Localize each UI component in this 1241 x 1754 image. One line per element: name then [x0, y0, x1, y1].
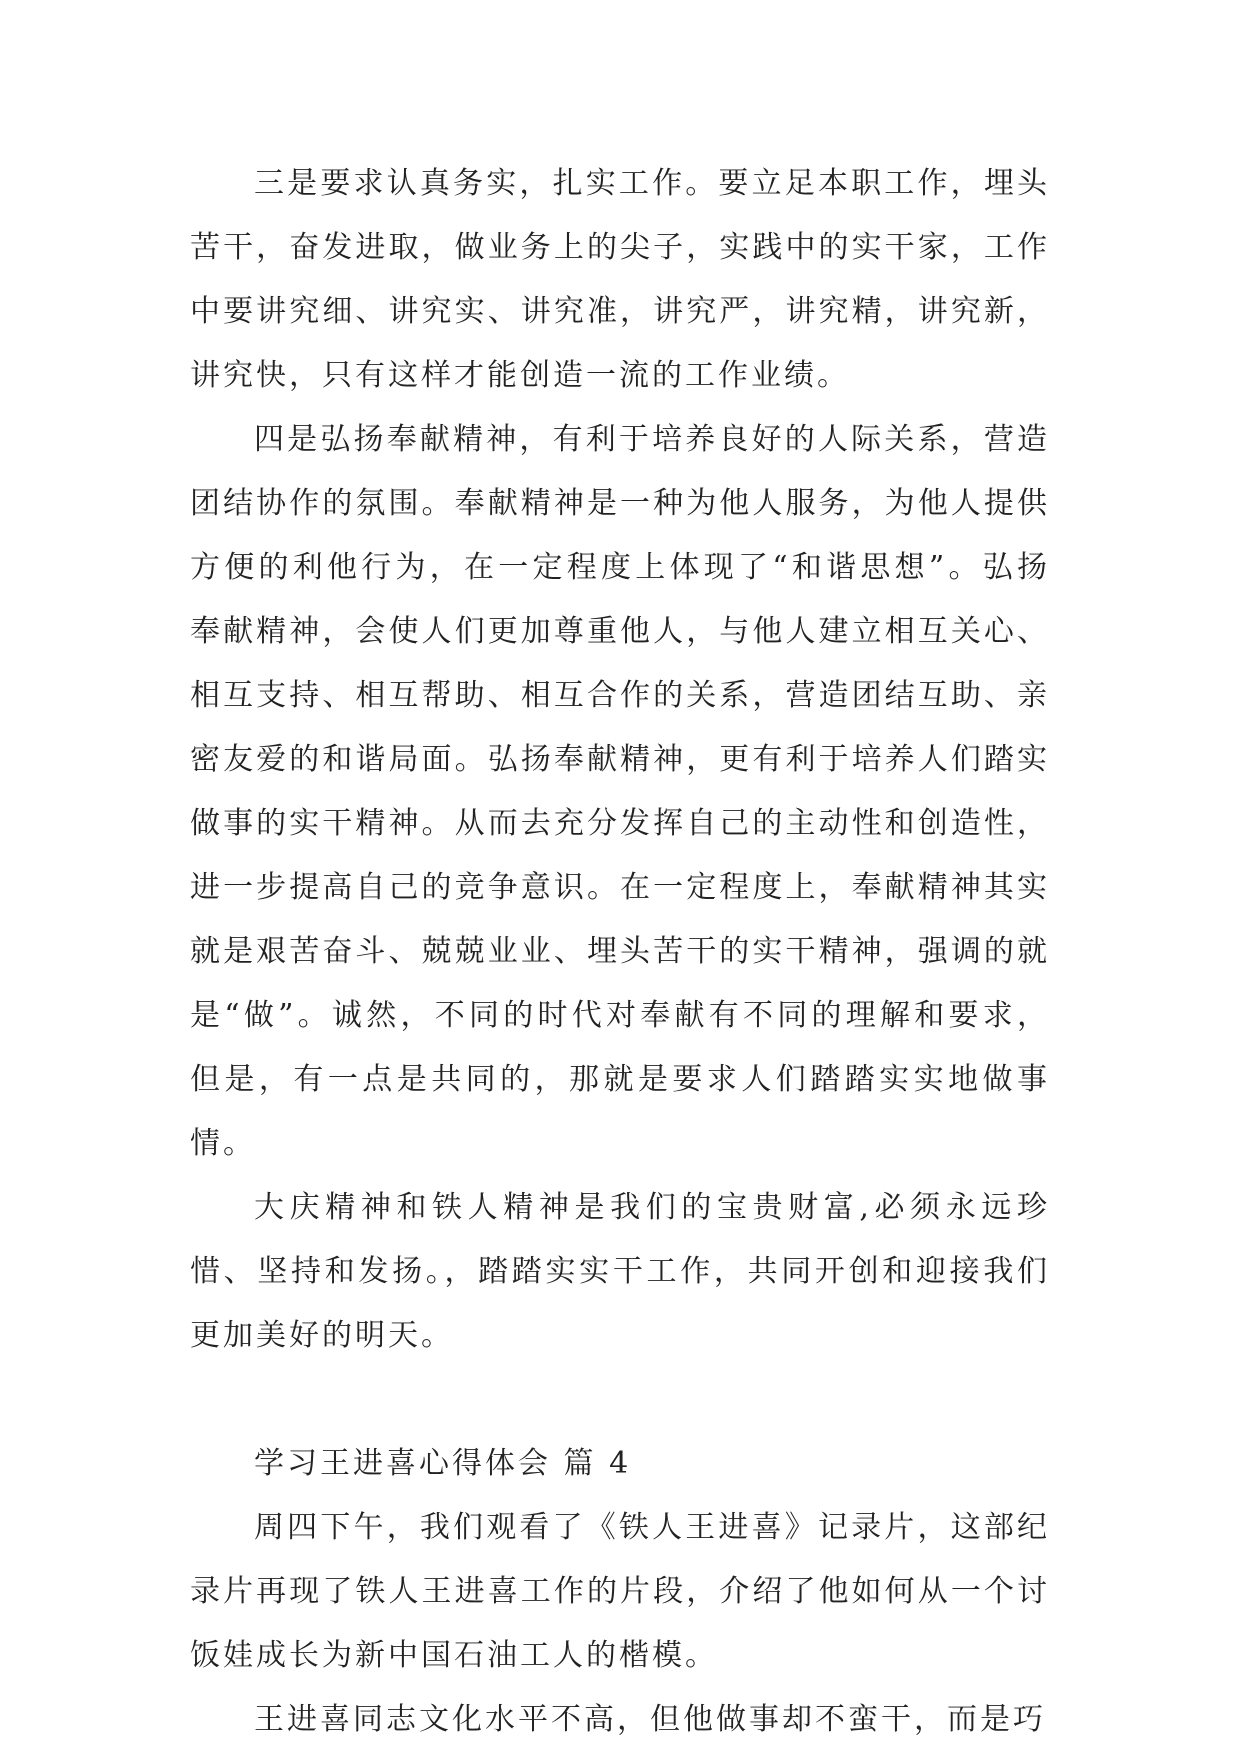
paragraph-work-diligence: 三是要求认真务实，扎实工作。要立足本职工作，埋头苦干，奋发进取，做业务上的尖子，实践中的实干家，工作中要讲究细、讲究实、讲究准，讲究严，讲究精，讲究新，讲究快，只有这样才能创造一流的工作业绩。 [190, 166, 1050, 393]
paragraph-documentary: 周四下午，我们观看了《铁人王进喜》记录片，这部纪录片再现了铁人王进喜工作的片段，介绍了他如何从一个讨饭娃成长为新中国石油工人的楷模。 [190, 1510, 1050, 1673]
paragraph-daqing-spirit: 大庆精神和铁人精神是我们的宝贵财富,必须永远珍惜、坚持和发扬。，踏踏实实干工作，共同开创和迎接我们更加美好的明天。 [190, 1190, 1050, 1353]
document-body [190, 152, 1050, 1752]
paragraph-wang-jinxi: 王进喜同志文化水平不高，但他做事却不蛮干，而是巧 [254, 1702, 1046, 1737]
section-spacer [190, 1368, 1050, 1432]
paragraph-dedication-spirit: 四是弘扬奉献精神，有利于培养良好的人际关系，营造团结协作的氛围。奉献精神是一种为他人服务，为他人提供方便的利他行为，在一定程度上体现了“和谐思想”。弘扬奉献精神，会使人们更加尊重他人，与他人建立相互关心、相互支持、相互帮助、相互合作的关系，营造团结互助、亲密友爱的和谐局面。弘扬奉献精神，更有利于培养人们踏实做事的实干精神。从而去充分发挥自己的主动性和创造性，进一步提高自己的竞争意识。在一定程度上，奉献精神其实就是艰苦奋斗、兢兢业业、埋头苦干的实干精神，强调的就是“做”。诚然，不同的时代对奉献有不同的理解和要求，但是，有一点是共同的，那就是要求人们踏踏实实地做事情。 [190, 422, 1050, 1161]
section-heading: 学习王进喜心得体会 篇 4 [254, 1446, 632, 1481]
